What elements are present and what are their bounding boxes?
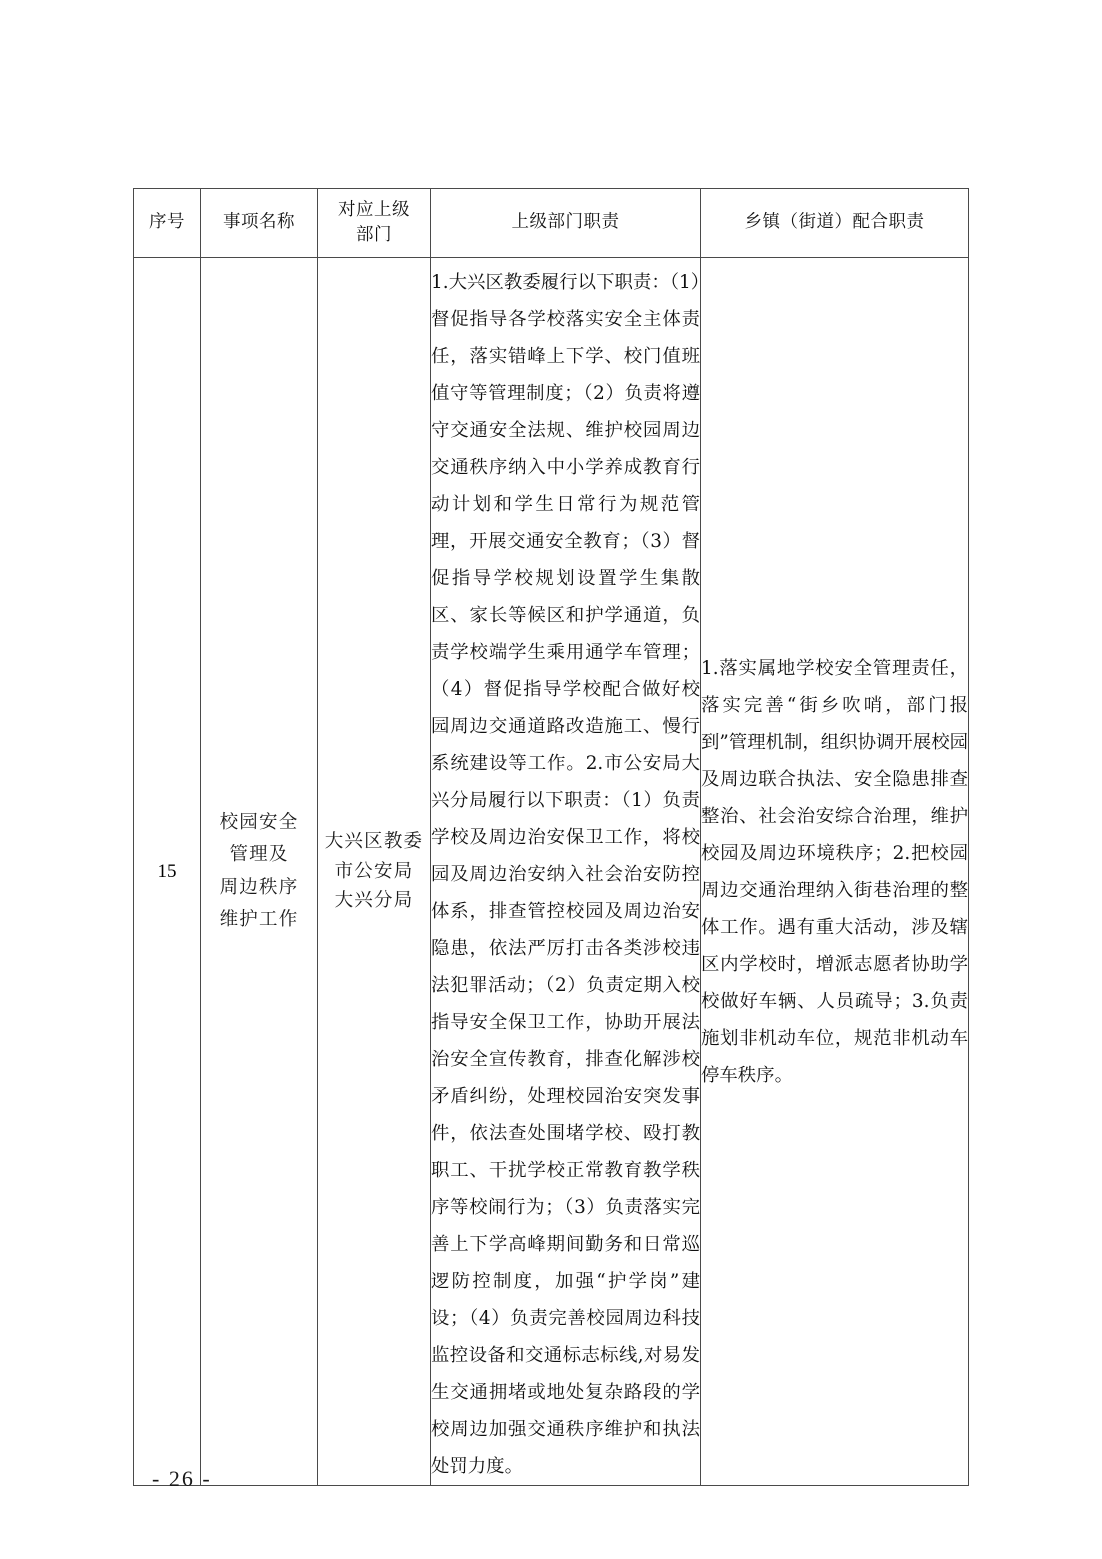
column-header-upper-dept-line1: 对应上级 (338, 199, 410, 220)
cell-upper-department-duties (431, 258, 701, 1486)
page-number: - 26 - (152, 1466, 212, 1491)
cell-township-cooperative-duties (701, 258, 969, 1486)
upper-dept-line-1: 大兴区教委 (324, 830, 424, 852)
column-header-seq: 序号 (134, 189, 201, 258)
column-header-upper-dept-line2: 部门 (356, 225, 392, 245)
column-header-upper-dept (318, 189, 431, 258)
table-header-row (134, 189, 969, 258)
cell-sequence-number: 15 (134, 258, 201, 1486)
cell-upper-department (318, 258, 431, 1486)
item-name-line-3: 周边秩序 (219, 876, 299, 898)
responsibility-table (133, 188, 969, 1486)
upper-dept-line-3: 大兴分局 (334, 890, 414, 912)
township-duty-text: 1.落实属地学校安全管理责任，落实完善“街乡吹哨，部门报到”管理机制，组织协调开展校园及周边联合执法、安全隐患排查整治、社会治安综合治理，维护校园及周边环境秩序；2.把校园周边交通治理纳入街巷治理的整体工作。遇有重大活动，涉及辖区内学校时，增派志愿者协助学校做好车辆、人员疏导；3.负责施划非机动车位，规范非机动车停车秩序。 (701, 657, 968, 1086)
upper-duty-text: 1.大兴区教委履行以下职责：（1）督促指导各学校落实安全主体责任，落实错峰上下学、校门值班值守等管理制度；（2）负责将遵守交通安全法规、维护校园周边交通秩序纳入中小学养成教育行动计划和学生日常行为规范管理，开展交通安全教育；（3）督促指导学校规划设置学生集散区、家长等候区和护学通道，负责学校端学生乘用通学车管理；（4）督促指导学校配合做好校园周边交通道路改造施工、慢行系统建设等工作。2.市公安局大兴分局履行以下职责：（1）负责学校及周边治安保卫工作，将校园及周边治安纳入社会治安防控体系，排查管控校园及周边治安隐患，依法严厉打击各类涉校违法犯罪活动；（2）负责定期入校指导安全保卫工作，协助开展法治安全宣传教育，排查化解涉校矛盾纠纷，处理校园治安突发事件，依法查处围堵学校、殴打教职工、干扰学校正常教育教学秩序等校闹行为；（3）负责落实完善上下学高峰期间勤务和日常巡逻防控制度，加强“护学岗”建设；（4）负责完善校园周边科技监控设备和交通标志标线,对易发生交通拥堵或地处复杂路段的学校周边加强交通秩序维护和执法处罚力度。 (431, 272, 700, 1477)
item-name-line-1: 校园安全 (219, 811, 299, 833)
cell-item-name (201, 258, 318, 1486)
column-header-township-duty: 乡镇（街道）配合职责 (701, 189, 969, 258)
column-header-item-name: 事项名称 (201, 189, 318, 258)
upper-dept-line-2: 市公安局 (334, 860, 414, 882)
item-name-line-4: 维护工作 (219, 908, 299, 930)
table-row (134, 258, 969, 1486)
column-header-upper-duty: 上级部门职责 (431, 189, 701, 258)
item-name-line-2: 管理及 (229, 844, 289, 866)
